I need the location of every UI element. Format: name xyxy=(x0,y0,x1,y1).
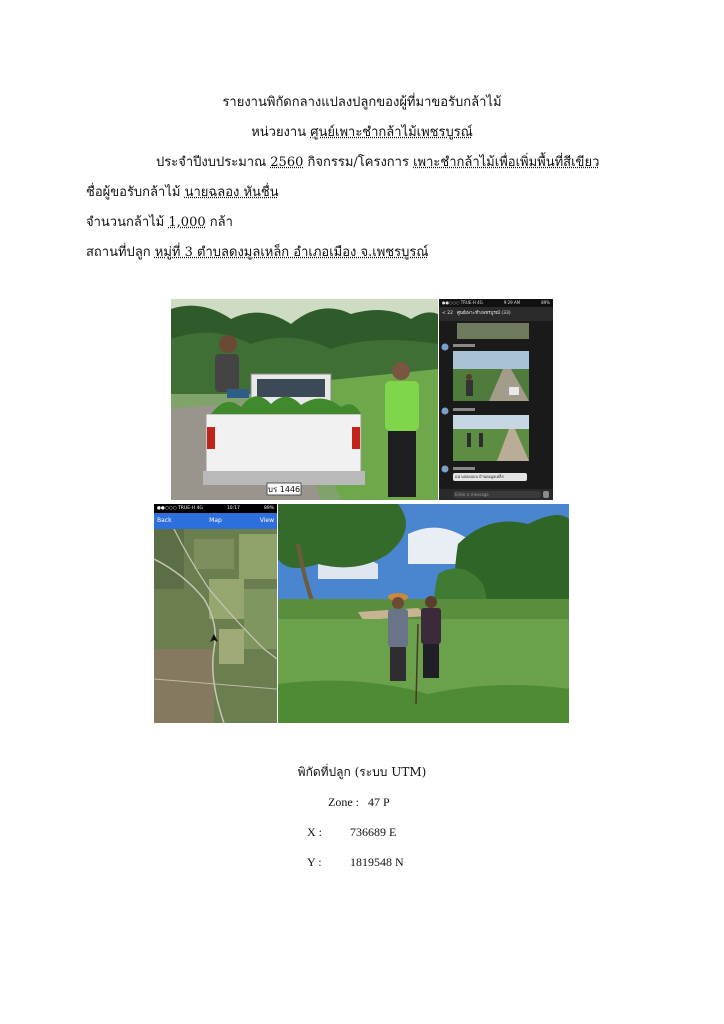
utm-zone-row xyxy=(328,795,390,810)
utm-x-row xyxy=(307,825,322,840)
map-time: 10:17 xyxy=(226,506,240,511)
chat-reply-bubble: แน่ พลอยแบบ บ้านดงมูลเหล็ก xyxy=(453,473,527,481)
activity-value: เพาะชำกล้าไม้เพื่อเพิ่มพื้นที่สีเขียว xyxy=(413,155,600,170)
map-screenshot xyxy=(154,504,277,723)
location-label: สถานที่ปลูก xyxy=(86,245,151,260)
quantity-line xyxy=(86,215,233,231)
utm-zone-label: Zone : xyxy=(328,795,359,809)
truck-plate: บร 1446 xyxy=(267,485,301,494)
map-title: Map xyxy=(209,517,222,524)
truck-photo xyxy=(171,299,438,500)
location-line xyxy=(86,245,428,261)
budget-label: ประจำปีงบประมาณ xyxy=(156,155,267,170)
chat-screenshot xyxy=(439,299,553,500)
map-carrier: ●●○○○ TRUE-H 4G xyxy=(157,506,203,511)
chat-title: ศูนย์เพาะชำเพชรบูรณ์ (33) xyxy=(456,311,511,316)
utm-x-value: 736689 E xyxy=(350,825,397,839)
activity-label: กิจกรรม/โครงการ xyxy=(307,155,409,170)
location-value: หมู่ที่ 3 ตำบลดงมูลเหล็ก อำเภอเมือง จ.เพชรบูรณ์ xyxy=(154,245,429,260)
utm-y-value: 1819548 N xyxy=(350,855,404,869)
chat-message-input[interactable]: Enter a message xyxy=(453,491,541,498)
chat-time: 9:29 AM xyxy=(503,300,521,305)
chat-status-bar xyxy=(439,299,553,307)
map-nav-bar xyxy=(154,513,277,529)
chat-battery: 89% xyxy=(541,300,550,305)
budget-line xyxy=(156,155,599,171)
quantity-unit: กล้า xyxy=(209,215,233,230)
quantity-value: 1,000 xyxy=(168,215,206,230)
utm-heading: พิกัดที่ปลูก (ระบบ UTM) xyxy=(297,765,427,779)
recipient-label: ชื่อผู้ขอรับกล้าไม้ xyxy=(86,185,181,200)
unit-line xyxy=(0,125,724,141)
chat-carrier: ●●○○○ TRUE-H 4G xyxy=(442,300,483,305)
planting-site-photo xyxy=(278,504,569,723)
chat-header xyxy=(439,307,553,321)
map-battery: 89% xyxy=(263,506,274,511)
chat-mic-icon[interactable] xyxy=(543,491,549,498)
utm-zone-value: 47 P xyxy=(368,795,390,809)
map-view-button[interactable]: View xyxy=(259,517,274,524)
chat-input-bar xyxy=(439,489,553,500)
utm-y-row xyxy=(307,855,322,870)
utm-y-label: Y : xyxy=(307,855,322,869)
unit-label: หน่วยงาน xyxy=(251,125,307,140)
report-title: รายงานพิกัดกลางแปลงปลูกของผู้ที่มาขอรับกล้าไม้ xyxy=(222,95,502,110)
utm-x-label: X : xyxy=(307,825,322,839)
map-back-button[interactable]: Back xyxy=(157,517,172,524)
recipient-value: นายฉลอง หันชื่น xyxy=(184,185,279,200)
chat-back[interactable]: < 22 xyxy=(442,311,453,316)
budget-year: 2560 xyxy=(270,155,304,170)
quantity-label: จำนวนกล้าไม้ xyxy=(86,215,165,230)
recipient-line xyxy=(86,185,279,201)
satellite-map[interactable] xyxy=(154,529,277,723)
unit-value: ศูนย์เพาะชำกล้าไม้เพชรบูรณ์ xyxy=(310,125,473,140)
map-status-bar xyxy=(154,504,277,513)
